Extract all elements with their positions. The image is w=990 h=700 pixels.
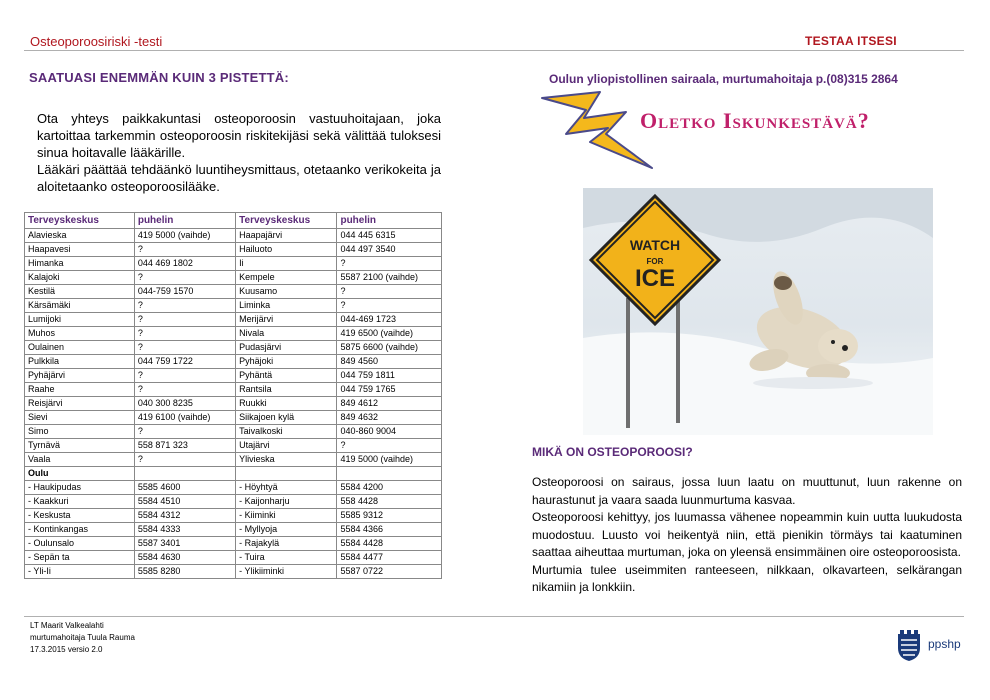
intro-paragraph-1: Ota yhteys paikkakuntasi osteoporoosin vastuuhoitajaan, joka kartoittaa tarkemmin osteoporoosin riskitekijäsi sekä välittää tuloksesi sinua hoitavalle lääkärille. <box>37 111 441 160</box>
health-center-cell: - Myllyoja <box>236 523 337 537</box>
phone-cell: ? <box>134 299 235 313</box>
column-header: puhelin <box>134 213 235 229</box>
health-center-cell: Kärsämäki <box>25 299 135 313</box>
health-center-cell: - Oulunsalo <box>25 537 135 551</box>
phone-cell: 5587 2100 (vaihde) <box>337 271 442 285</box>
phone-cell: 044 759 1765 <box>337 383 442 397</box>
health-center-cell: Muhos <box>25 327 135 341</box>
table-row <box>25 397 442 411</box>
phone-cell: ? <box>134 313 235 327</box>
phone-cell: 044-469 1723 <box>337 313 442 327</box>
footer-nurse: murtumahoitaja Tuula Rauma <box>30 633 135 642</box>
health-center-cell: Nivala <box>236 327 337 341</box>
health-center-cell: Taivalkoski <box>236 425 337 439</box>
health-center-cell: - Keskusta <box>25 509 135 523</box>
table-row <box>25 369 442 383</box>
table-row <box>25 453 442 467</box>
table-row <box>25 523 442 537</box>
sign-text-for: FOR <box>646 257 664 266</box>
header-divider <box>24 50 964 51</box>
phone-cell: 5585 9312 <box>337 509 442 523</box>
phone-cell: 040 300 8235 <box>134 397 235 411</box>
health-center-cell: Pyhäntä <box>236 369 337 383</box>
health-center-cell: - Kiiminki <box>236 509 337 523</box>
health-center-cell: Kuusamo <box>236 285 337 299</box>
table-row <box>25 341 442 355</box>
column-header: Terveyskeskus <box>236 213 337 229</box>
health-center-cell: Himanka <box>25 257 135 271</box>
phone-cell: 5585 8280 <box>134 565 235 579</box>
phone-cell: 419 5000 (vaihde) <box>134 229 235 243</box>
footer-version: 17.3.2015 versio 2.0 <box>30 645 103 654</box>
health-center-cell: - Kontinkangas <box>25 523 135 537</box>
health-center-cell: Pyhäjoki <box>236 355 337 369</box>
table-row <box>25 411 442 425</box>
health-center-cell: Pulkkila <box>25 355 135 369</box>
header-title: Osteoporoosiriski -testi <box>30 34 163 49</box>
health-center-cell: - Kaijonharju <box>236 495 337 509</box>
table-row <box>25 467 442 481</box>
phone-cell: 849 4560 <box>337 355 442 369</box>
phone-cell: ? <box>337 285 442 299</box>
empty-cell <box>236 467 337 481</box>
page-title: Oletko Iskunkestävä? <box>640 108 870 133</box>
phone-cell: 5587 0722 <box>337 565 442 579</box>
health-center-cell: Rantsila <box>236 383 337 397</box>
description-paragraph-1: Osteoporoosi on sairaus, jossa luun laatu on muuttunut, luun rakenne on haurastunut ja vaara saada luunmurtuma kasvaa. <box>532 475 962 507</box>
phone-cell: 558 871 323 <box>134 439 235 453</box>
table-row <box>25 495 442 509</box>
table-row <box>25 229 442 243</box>
health-center-cell: - Kaakkuri <box>25 495 135 509</box>
description-paragraph-3: Murtumia tulee useimmiten ranteeseen, nilkkaan, olkavarteen, selkärangan nikamiin ja lonkkiin. <box>532 562 962 594</box>
footer-divider <box>24 616 964 617</box>
health-center-cell: Oulainen <box>25 341 135 355</box>
health-center-cell: - Tuira <box>236 551 337 565</box>
osteoporosis-description <box>532 474 962 597</box>
phone-cell: 419 5000 (vaihde) <box>337 453 442 467</box>
sign-text-watch: WATCH <box>629 237 681 253</box>
phone-cell: ? <box>134 425 235 439</box>
health-center-cell: Haapajärvi <box>236 229 337 243</box>
health-center-cell: Sievi <box>25 411 135 425</box>
health-center-cell: - Sepän ta <box>25 551 135 565</box>
column-header: Terveyskeskus <box>25 213 135 229</box>
health-center-cell: Simo <box>25 425 135 439</box>
health-center-cell: Ii <box>236 257 337 271</box>
health-center-cell: Pyhäjärvi <box>25 369 135 383</box>
table-row <box>25 285 442 299</box>
score-heading: SAATUASI ENEMMÄN KUIN 3 PISTETTÄ: <box>29 70 289 85</box>
health-center-cell: - Ylikiiminki <box>236 565 337 579</box>
lightning-bolt-icon <box>540 90 655 170</box>
sign-text-ice: ICE <box>634 265 676 292</box>
health-center-cell: Siikajoen kylä <box>236 411 337 425</box>
health-center-cell: - Rajakylä <box>236 537 337 551</box>
phone-cell: 5584 4510 <box>134 495 235 509</box>
intro-paragraph-2: Lääkäri päättää tehdäänkö luuntiheysmittaus, otetaanko verikokeita ja aloitetaanko osteoporoosilääke. <box>37 162 441 194</box>
ppshp-logo-icon <box>896 628 922 662</box>
table-row <box>25 257 442 271</box>
phone-cell: 849 4612 <box>337 397 442 411</box>
phone-cell: 5584 4333 <box>134 523 235 537</box>
phone-cell: ? <box>337 299 442 313</box>
phone-cell: 044-759 1570 <box>134 285 235 299</box>
phone-cell: 5587 3401 <box>134 537 235 551</box>
header-tagline: TESTAA ITSESI <box>805 34 897 48</box>
health-center-cell: Kestilä <box>25 285 135 299</box>
footer-author: LT Maarit Valkealahti <box>30 621 104 630</box>
description-paragraph-2: Osteoporoosi kehittyy, jos luumassa vähenee nopeammin kuin uutta luukudosta muodostuu. Luusto voi heikentyä niin, että pienikin törmäys tai kaatuminen saattaa aiheuttaa murtuman, joka on yleensä ensimmäinen oire osteoporoosista. <box>532 510 962 559</box>
phone-cell: ? <box>134 341 235 355</box>
phone-cell: 419 6100 (vaihde) <box>134 411 235 425</box>
phone-cell: 5584 4366 <box>337 523 442 537</box>
table-body <box>25 229 442 579</box>
health-center-cell: Hailuoto <box>236 243 337 257</box>
health-center-cell: Lumijoki <box>25 313 135 327</box>
phone-cell: 5584 4630 <box>134 551 235 565</box>
empty-cell <box>134 467 235 481</box>
table-row <box>25 509 442 523</box>
hospital-contact: Oulun yliopistollinen sairaala, murtumahoitaja p.(08)315 2864 <box>549 72 898 86</box>
phone-cell: 5585 4600 <box>134 481 235 495</box>
health-center-cell: Haapavesi <box>25 243 135 257</box>
phone-cell: ? <box>134 453 235 467</box>
health-center-cell: Kempele <box>236 271 337 285</box>
phone-cell: ? <box>134 327 235 341</box>
table-row <box>25 271 442 285</box>
phone-cell: ? <box>134 369 235 383</box>
intro-text <box>37 110 441 195</box>
table-row <box>25 327 442 341</box>
health-center-cell: Reisjärvi <box>25 397 135 411</box>
table-row <box>25 243 442 257</box>
health-center-cell: Ruukki <box>236 397 337 411</box>
health-center-cell: Alavieska <box>25 229 135 243</box>
contact-table <box>24 212 442 579</box>
table-row <box>25 565 442 579</box>
phone-cell: 5875 6600 (vaihde) <box>337 341 442 355</box>
table-row <box>25 355 442 369</box>
phone-cell: ? <box>337 257 442 271</box>
phone-cell: 5584 4200 <box>337 481 442 495</box>
empty-cell <box>337 467 442 481</box>
health-center-cell: - Yli-Ii <box>25 565 135 579</box>
phone-cell: 044 445 6315 <box>337 229 442 243</box>
phone-cell: 419 6500 (vaihde) <box>337 327 442 341</box>
table-row <box>25 425 442 439</box>
health-center-cell: Utajärvi <box>236 439 337 453</box>
column-header: puhelin <box>337 213 442 229</box>
table-row <box>25 481 442 495</box>
table-row <box>25 383 442 397</box>
health-center-cell: Tyrnävä <box>25 439 135 453</box>
health-center-cell: - Höyhtyä <box>236 481 337 495</box>
health-center-cell: Pudasjärvi <box>236 341 337 355</box>
phone-cell: 849 4632 <box>337 411 442 425</box>
phone-cell: ? <box>337 439 442 453</box>
phone-cell: 044 759 1811 <box>337 369 442 383</box>
health-center-cell: Ylivieska <box>236 453 337 467</box>
health-center-cell: Vaala <box>25 453 135 467</box>
table-row <box>25 313 442 327</box>
phone-cell: 044 497 3540 <box>337 243 442 257</box>
table-row <box>25 439 442 453</box>
ppshp-logo-text: ppshp <box>928 637 961 651</box>
table-row <box>25 537 442 551</box>
phone-cell: ? <box>134 383 235 397</box>
table-row <box>25 299 442 313</box>
phone-cell: ? <box>134 243 235 257</box>
health-center-cell: - Haukipudas <box>25 481 135 495</box>
phone-cell: ? <box>134 271 235 285</box>
phone-cell: 044 759 1722 <box>134 355 235 369</box>
health-center-cell: Liminka <box>236 299 337 313</box>
health-center-cell: Merijärvi <box>236 313 337 327</box>
health-center-cell: Raahe <box>25 383 135 397</box>
oulu-group-label: Oulu <box>25 467 135 481</box>
osteoporosis-heading: MIKÄ ON OSTEOPOROOSI? <box>532 445 693 459</box>
polar-bear-ice-photo <box>583 188 933 435</box>
phone-cell: 5584 4477 <box>337 551 442 565</box>
phone-cell: 5584 4312 <box>134 509 235 523</box>
table-row <box>25 551 442 565</box>
phone-cell: 044 469 1802 <box>134 257 235 271</box>
table-header-row <box>25 213 442 229</box>
phone-cell: 040-860 9004 <box>337 425 442 439</box>
phone-cell: 558 4428 <box>337 495 442 509</box>
phone-cell: 5584 4428 <box>337 537 442 551</box>
health-center-cell: Kalajoki <box>25 271 135 285</box>
